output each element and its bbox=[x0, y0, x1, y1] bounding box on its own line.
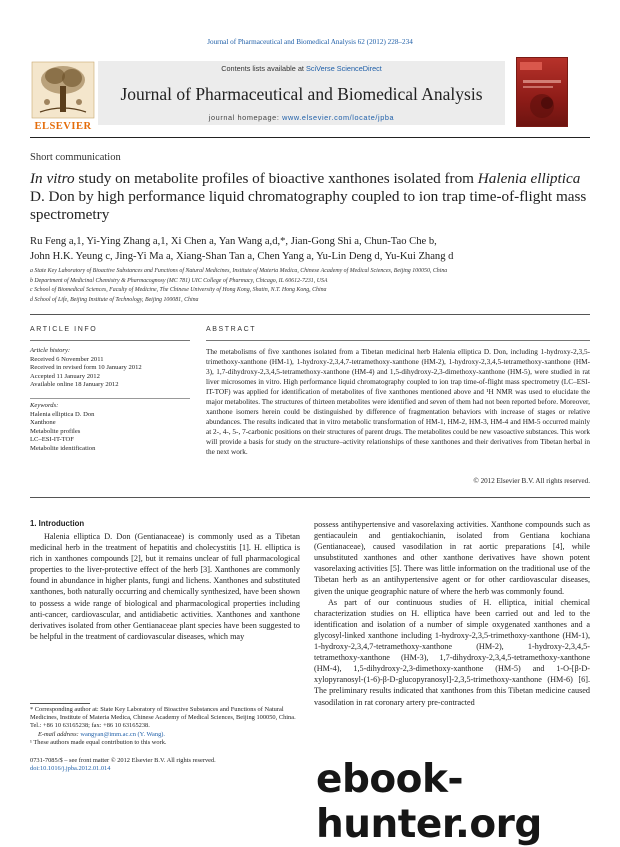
keyword-item: Metabolite profiles bbox=[30, 427, 81, 435]
intro-paragraph-2: possess antihypertensive and vasorelaxing activities. Xanthone compounds such as gentiacaulein and gentiakochianin, isolated from Gentiana kochiana (Gentianaceae), caused vasodilation in rat aortic preparations [4], while unsubstituted xanthones and other xanthone derivatives have shown potent vasorelaxing activities [5]. There was little information on the traditional use of the Tibetan herb as an antihypertensive agent or for other cardiovascular diseases, given the unique geographic nature of where the herb was commonly found. bbox=[314, 520, 590, 596]
article-history bbox=[30, 347, 190, 390]
footnote-email-line bbox=[30, 731, 300, 739]
journal-homepage bbox=[98, 113, 505, 122]
affiliation-c: c School of Biomedical Sciences, Faculty of Medicine, The Chinese University of Hong Kong, Shatin, N.T. Hong Kong, China bbox=[30, 287, 327, 293]
contents-prefix: Contents lists available at bbox=[221, 64, 306, 73]
keyword-item: LC–ESI-IT-TOF bbox=[30, 436, 74, 444]
elsevier-tree-logo bbox=[30, 60, 96, 124]
abstract-rule bbox=[206, 340, 590, 341]
header-rule bbox=[30, 137, 590, 138]
intro-paragraph-1: Halenia elliptica D. Don (Gentianaceae) is commonly used as a Tibetan medicinal herb in the treatment of hepatitis and cholecystitis [1]. H. elliptica is rich in xanthones compounds [2], but it remains unclear of full pharmacological properties to the liver-protective effect of the herb [3]. Xanthones are commonly found in abundance in higher plants, fungi and lichens. Xanthones and substituted xanthones, both naturally occurring and chemically synthesized, have been shown to possess a wide range of biological and pharmacological properties including anti-cancer, cardiovascular, and antidiabetic activities. Xanthones and xanthone derivatives isolated from other Gentianaceae plant species have been suggested to be helpful in the treatment of cardiovascular diseases, which may bbox=[30, 532, 300, 641]
email-link[interactable]: wangyan@imm.ac.cn (Y. Wang). bbox=[80, 730, 166, 738]
keyword-item: Xanthone bbox=[30, 419, 56, 427]
history-received: Received 6 November 2011 bbox=[30, 355, 104, 363]
affiliation-d: d School of Life, Beijing Institute of Technology, Beijing 100081, China bbox=[30, 296, 199, 303]
keyword-item: Halenia elliptica D. Don bbox=[30, 410, 95, 418]
footnote-equal: ¹ These authors made equal contribution to this work. bbox=[30, 738, 167, 746]
article-info-heading: ARTICLE INFO bbox=[30, 326, 98, 333]
keywords-rule bbox=[30, 398, 190, 399]
body-column-right bbox=[314, 519, 590, 708]
divider-rule bbox=[30, 314, 590, 315]
authors-line-1[interactable]: Ru Feng a,1, Yi-Ying Zhang a,1, Xi Chen a, Yan Wang a,d,*, Jian-Gong Shi a, Chun-Tao Che b, bbox=[30, 236, 437, 247]
footnote-corresponding: * Corresponding author at: State Key Laboratory of Bioactive Substances and Functions of Natural Medicines, Institute of Materia Medica, Chinese Academy of Medical Sciences, Beijing 100050, China. Tel.: +86 10 63165238; fax: +86 10 63165238. bbox=[30, 706, 296, 730]
history-online: Available online 18 January 2012 bbox=[30, 381, 119, 389]
issn-line: 0731-7085/$ – see front matter © 2012 Elsevier B.V. All rights reserved. bbox=[30, 757, 216, 764]
front-matter bbox=[30, 757, 300, 774]
watermark: ebook-hunter.org bbox=[316, 757, 542, 847]
contents-line bbox=[98, 64, 505, 73]
article-type: Short communication bbox=[30, 152, 121, 163]
cover-art-icon bbox=[517, 58, 567, 126]
article-info-rule bbox=[30, 340, 190, 341]
history-revised: Received in revised form 10 January 2012 bbox=[30, 364, 142, 372]
journal-title: Journal of Pharmaceutical and Biomedical Analysis bbox=[120, 84, 483, 104]
homepage-link[interactable]: www.elsevier.com/locate/jpba bbox=[282, 113, 395, 122]
footnotes bbox=[30, 706, 300, 747]
abstract-copyright: © 2012 Elsevier B.V. All rights reserved. bbox=[473, 477, 590, 485]
elsevier-tree-icon bbox=[30, 60, 96, 120]
affiliations bbox=[30, 267, 590, 305]
body-column-left bbox=[30, 531, 300, 642]
history-accepted: Accepted 11 January 2012 bbox=[30, 372, 100, 380]
journal-reference[interactable]: Journal of Pharmaceutical and Biomedical Analysis 62 (2012) 228–234 bbox=[207, 38, 413, 46]
affiliation-a: a State Key Laboratory of Bioactive Substances and Functions of Natural Medicines, Institute of Materia Medica, Chinese Academy of Medical Sciences, Beijing 100050, China bbox=[30, 268, 448, 274]
doi-link[interactable]: doi:10.1016/j.jpba.2012.01.014 bbox=[30, 765, 111, 773]
authors-line-2[interactable]: John H.K. Yeung c, Jing-Yi Ma a, Xiang-Shan Tan a, Chen Yang a, Yu-Lin Deng d, Yu-Kui Zhang d bbox=[30, 251, 454, 262]
homepage-prefix: journal homepage: bbox=[208, 113, 283, 122]
history-label: Article history: bbox=[30, 347, 71, 354]
footnote-rule bbox=[30, 703, 90, 704]
title-italic-species: Halenia elliptica bbox=[477, 170, 581, 187]
body-rule bbox=[30, 497, 590, 498]
journal-cover-image bbox=[516, 57, 568, 127]
author-list bbox=[30, 234, 590, 264]
title-part-1: study on metabolite profiles of bioactive xanthones isolated from bbox=[74, 170, 478, 187]
publisher-name: ELSEVIER bbox=[34, 121, 92, 132]
keyword-item: Metabolite identification bbox=[30, 444, 96, 452]
keywords-label: Keywords: bbox=[30, 402, 59, 409]
section-heading-introduction: 1. Introduction bbox=[30, 519, 85, 528]
affiliation-b: b Department of Medicinal Chemistry & Pharmacognosy (MC 781) UIC College of Pharmacy, Chicago, IL 60612-7231, USA bbox=[30, 277, 328, 284]
intro-paragraph-3: As part of our continuous studies of H. elliptica, initial chemical characterization studies on H. elliptica have been carried out and led to the identification and isolation of a number of simple oxygenated xanthones and a glycosyl-linked xanthone including 1-hydroxy-2,3,5-trimethoxy-xanthone (HM-1), 1-hydroxy-2,3,4,7-tetramethoxy-xanthone (HM-2), 1-hydroxy-2,3,4,5-tetramethoxy-xanthone (HM-3), 1,7-dihydroxy-2,3,4,5-tetramethoxy-xanthone (HM-4), 1,5-dihydroxy-2,3-dimethoxy-xanthone (HM-5) and 1-O-[β-D-xylopyranosyl-(1-6)-β-D-glucopyranosyl]-2,3,5-trimethoxy-xanthone (HM-6) [6]. The preliminary results indicated that xanthones from this Tibetan medicine caused vasodilation in rat coronary artery pre-contracted bbox=[314, 597, 590, 707]
sciencedirect-link[interactable]: SciVerse ScienceDirect bbox=[305, 64, 382, 73]
abstract-heading: ABSTRACT bbox=[206, 326, 257, 333]
article-title bbox=[30, 170, 590, 225]
keywords bbox=[30, 402, 190, 454]
title-italic-in-vitro: In vitro bbox=[30, 170, 75, 187]
abstract-text: The metabolisms of five xanthones isolated from a Tibetan medicinal herb Halenia elliptica D. Don, including 1-hydroxy-2,3,5-trimethoxy-xanthone (HM-1), 1-hydroxy-2,3,4,7-tetramethoxy-xanthone (HM-2), 1-hydroxy-2,3,4,5-tetramethoxy-xanthone (HM-3), 1,7-dihydroxy-2,3,4,5-tetramethoxy-xanthone (HM-4) and 1,5-dihydroxy-2,3-dimethoxy-xanthone (HM-5), were studied in rat liver microsomes in vitro. High performance liquid chromatography coupled to ion trap time-of-flight mass spectrometry (LC–ESI-IT-TOF) was applied for identification of metabolites of five xanthones mentioned above and ¹H NMR was used to elucidate the major metabolites. The structures of thirteen metabolites were identified and seven of them had not been reported before. Moreover, xanthone isomers herein could be distinguished by difference of fragmentation behaviors with increase of stages or relative abundances. The results indicated that in vitro metabolic transformation of HM-1, HM-2, HM-3, HM-4 and HM-5 occurred mainly at 2-, 4-, 5-, 7-carbonic positions on their structures of parent drugs. The metabolites could be new vasoactive substances. This work will provide a basis for study on the structure–activity relationships of these xanthones and their derivatives from Tibetan herbal in the next work. bbox=[206, 348, 590, 457]
email-label: E-mail address: bbox=[38, 730, 81, 738]
title-part-2: D. Don by high performance liquid chromatography coupled to ion trap time-of-flight mass spectrometry bbox=[30, 188, 587, 224]
